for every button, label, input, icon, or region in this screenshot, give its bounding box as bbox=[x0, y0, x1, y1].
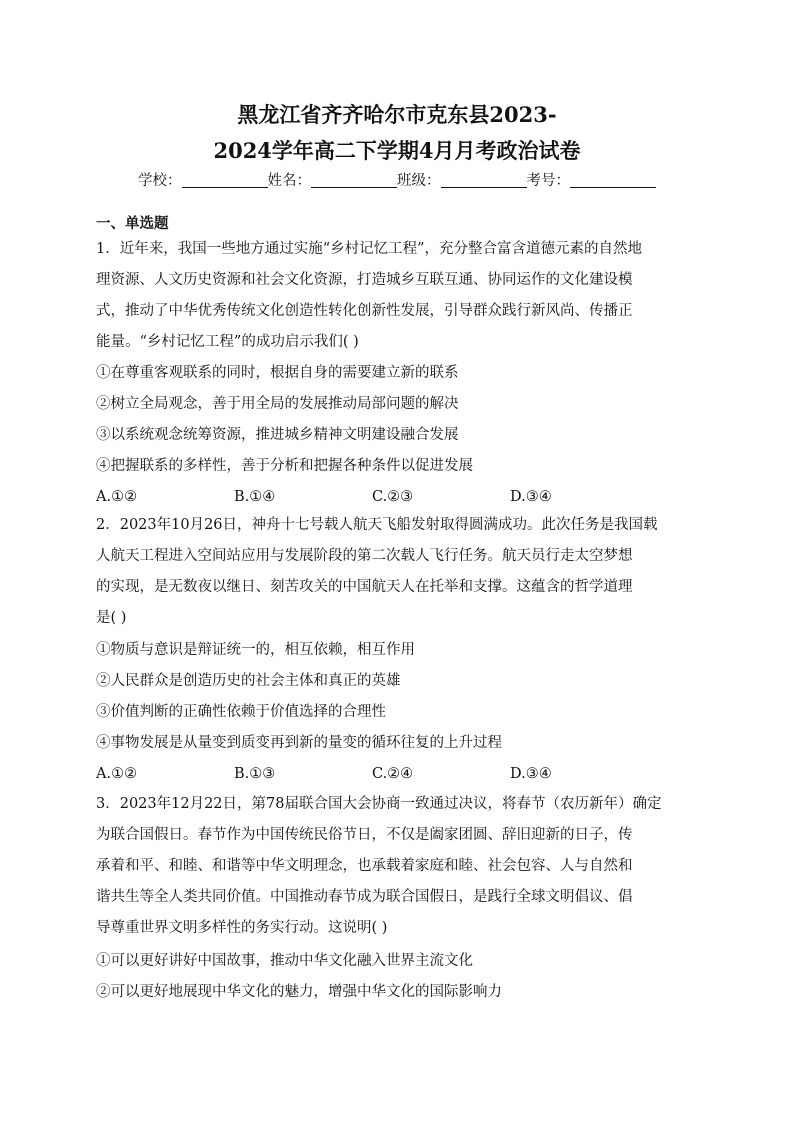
name-label: 姓名： bbox=[267, 173, 311, 189]
stem-line: 能量。“乡村记忆工程”的成功启示我们( ) bbox=[96, 334, 359, 350]
class-blank bbox=[441, 171, 527, 188]
choice-d: D.③④ bbox=[510, 766, 552, 782]
question-2-option-1: ①物质与意识是辩证统一的，相互依赖，相互作用 bbox=[96, 642, 415, 658]
question-2-option-3: ③价值判断的正确性依赖于价值选择的合理性 bbox=[96, 704, 386, 720]
choice-c: C.②③ bbox=[372, 489, 414, 505]
school-label: 学校： bbox=[138, 173, 182, 189]
question-2-option-4: ④事物发展是从量变到质变再到新的量变的循环往复的上升过程 bbox=[96, 735, 502, 751]
question-1-option-2: ②树立全局观念，善于用全局的发展推动局部问题的解决 bbox=[96, 396, 459, 412]
class-label: 班级： bbox=[397, 173, 441, 189]
choice-d: D.③④ bbox=[510, 489, 552, 505]
stem-line: 为联合国假日。春节作为中国传统民俗节日，不仅是阖家团圆、辞旧迎新的日子，传 bbox=[96, 827, 633, 843]
question-3-stem bbox=[96, 789, 700, 944]
choice-b: B.①③ bbox=[234, 766, 276, 782]
stem-line: 谐共生等全人类共同价值。中国推动春节成为联合国假日，是践行全球文明倡议、倡 bbox=[96, 889, 633, 905]
choice-c: C.②④ bbox=[372, 766, 414, 782]
stem-line: 的实现，是无数夜以继日、刻苦攻关的中国航天人在托举和支撑。这蕴含的哲学道理 bbox=[96, 579, 633, 595]
stem-line: 3．2023年12月22日，第78届联合国大会协商一致通过决议，将春节（农历新年）确定 bbox=[96, 796, 662, 812]
question-1-option-4: ④把握联系的多样性，善于分析和把握各种条件以促进发展 bbox=[96, 458, 473, 474]
student-info-line bbox=[0, 170, 794, 192]
exam-title-line2: 2024学年高二下学期4月月考政治试卷 bbox=[213, 138, 581, 163]
stem-line: 人航天工程进入空间站应用与发展阶段的第二次载人飞行任务。航天员行走太空梦想 bbox=[96, 548, 633, 564]
choice-a: A.①② bbox=[96, 489, 138, 505]
choice-a: A.①② bbox=[96, 766, 138, 782]
stem-line: 式，推动了中华优秀传统文化创造性转化创新性发展，引导群众践行新风尚、传播正 bbox=[96, 303, 633, 319]
question-1-stem bbox=[96, 234, 700, 358]
question-3-option-1: ①可以更好讲好中国故事，推动中华文化融入世界主流文化 bbox=[96, 953, 473, 969]
stem-line: 承着和平、和睦、和谐等中华文明理念，也承载着家庭和睦、社会包容、人与自然和 bbox=[96, 858, 633, 874]
stem-line: 导尊重世界文明多样性的务实行动。这说明( ) bbox=[96, 920, 388, 936]
name-blank bbox=[311, 171, 397, 188]
question-2-stem bbox=[96, 510, 700, 634]
choice-b: B.①④ bbox=[234, 489, 276, 505]
exam-no-blank bbox=[570, 171, 656, 188]
question-1-option-3: ③以系统观念统筹资源，推进城乡精神文明建设融合发展 bbox=[96, 427, 459, 443]
stem-line: 2．2023年10月26日，神舟十七号载人航天飞船发射取得圆满成功。此次任务是我国载 bbox=[96, 517, 658, 533]
question-2-option-2: ②人民群众是创造历史的社会主体和真正的英雄 bbox=[96, 673, 401, 689]
question-3-option-2: ②可以更好地展现中华文化的魅力，增强中华文化的国际影响力 bbox=[96, 984, 502, 1000]
exam-no-label: 考号： bbox=[526, 173, 570, 189]
question-1-option-1: ①在尊重客观联系的同时，根据自身的需要建立新的联系 bbox=[96, 365, 459, 381]
school-blank bbox=[182, 171, 268, 188]
section-title: 一、单选题 bbox=[96, 216, 169, 232]
stem-line: 理资源、人文历史资源和社会文化资源，打造城乡互联互通、协同运作的文化建设模 bbox=[96, 272, 633, 288]
stem-line: 是( ) bbox=[96, 610, 127, 626]
stem-line: 1．近年来，我国一些地方通过实施“乡村记忆工程”，充分整合富含道德元素的自然地 bbox=[96, 241, 643, 257]
exam-title-line1: 黑龙江省齐齐哈尔市克东县2023- bbox=[237, 102, 557, 127]
